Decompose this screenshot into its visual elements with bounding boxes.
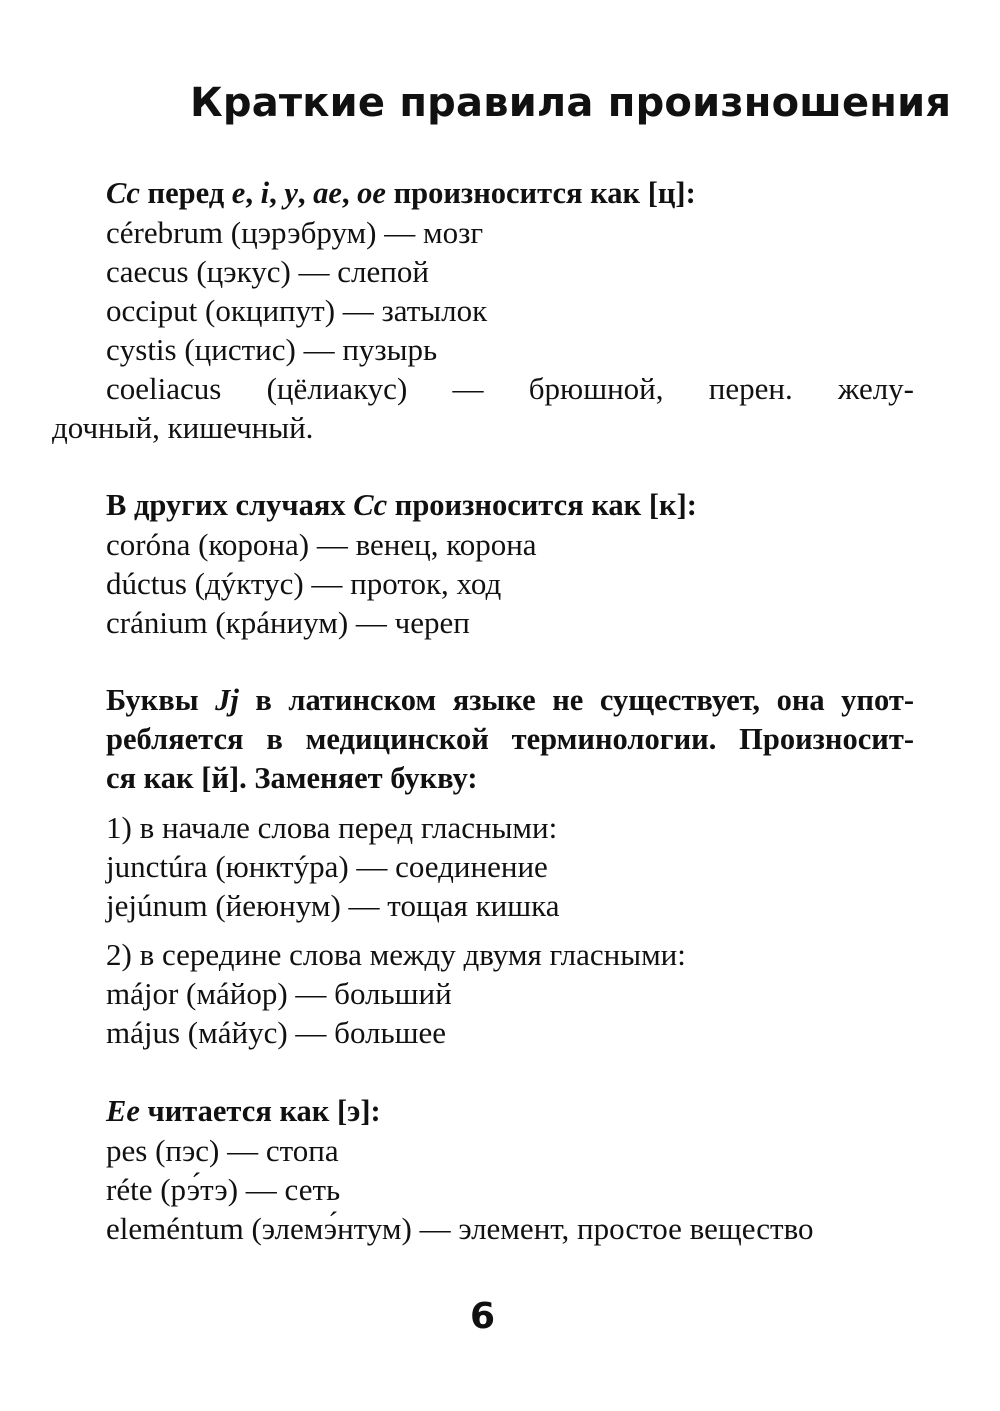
example-line: dúctus (дýктус) — проток, ход (106, 566, 502, 601)
example-line: jejúnum (йеюнум) — тощая кишка (106, 888, 560, 923)
heading-text: читается как [э]: (139, 1094, 381, 1128)
example-line: coróna (корона) — венец, корона (106, 527, 537, 562)
heading-text: , (297, 176, 314, 210)
heading-text: , (245, 176, 261, 210)
example-line: május (мáйус) — большее (106, 1015, 447, 1050)
heading-letter: y (284, 176, 298, 210)
example-line: coeliacus (цёлиакус) — брюшной, перен. желу- (106, 371, 914, 406)
example-line: réte (рэ́тэ) — сеть (106, 1172, 341, 1207)
heading-text: перед (139, 176, 232, 210)
section-c-hard (0, 486, 1000, 642)
heading-text: произносится как [ц]: (385, 176, 696, 210)
heading-text: , (341, 176, 358, 210)
section-j (0, 681, 1000, 1052)
section-heading (0, 681, 914, 720)
heading-text: произносится как [к]: (387, 488, 697, 522)
section-e (0, 1092, 1000, 1248)
heading-letter: Cc (353, 488, 388, 522)
example-line: junctúra (юнктýра) — соединение (106, 849, 548, 884)
heading-letter: Jj (215, 683, 239, 717)
heading-text: В других случаях (106, 488, 354, 522)
example-line: eleméntum (элемэ́нтум) — элемент, простое вещество (106, 1211, 814, 1246)
example-line: occiput (окципут) — затылок (106, 293, 488, 328)
heading-text: Буквы (106, 683, 216, 717)
rule-line: 2) в середине слова между двумя гласными: (106, 937, 686, 972)
heading-letter: Cc (106, 176, 140, 210)
example-line: caecus (цэкус) — слепой (106, 254, 429, 289)
heading-letter: ae (313, 176, 342, 210)
section-heading (0, 486, 1000, 525)
section-heading (0, 174, 1000, 213)
example-line: cérebrum (цэрэбрум) — мозг (106, 215, 484, 250)
heading-letter: Ee (106, 1094, 140, 1128)
heading-letter: i (260, 176, 270, 210)
example-line: cránium (крáниум) — череп (106, 605, 470, 640)
page-title: Краткие правила произношения (190, 80, 952, 126)
spacer (0, 925, 1000, 935)
example-line-continuation: дочный, кишечный. (52, 410, 314, 445)
section-heading: ребляется в медицинской терминологии. Произносит- (106, 722, 914, 756)
example-line: májor (мáйор) — больший (106, 976, 452, 1011)
example-line: pes (пэс) — стопа (106, 1133, 339, 1168)
heading-letter: e (231, 176, 246, 210)
rule-line: 1) в начале слова перед гласными: (106, 810, 558, 845)
heading-text: в латинском языке не существует, она упот- (238, 683, 914, 717)
section-heading (0, 1092, 1000, 1131)
heading-letter: oe (357, 176, 386, 210)
section-c-soft (0, 174, 1000, 447)
example-line: cystis (цистис) — пузырь (106, 332, 438, 367)
heading-text: , (269, 176, 285, 210)
section-heading: ся как [й]. Заменяет букву: (106, 761, 478, 795)
page-number: 6 (470, 1296, 496, 1337)
spacer (0, 798, 1000, 808)
